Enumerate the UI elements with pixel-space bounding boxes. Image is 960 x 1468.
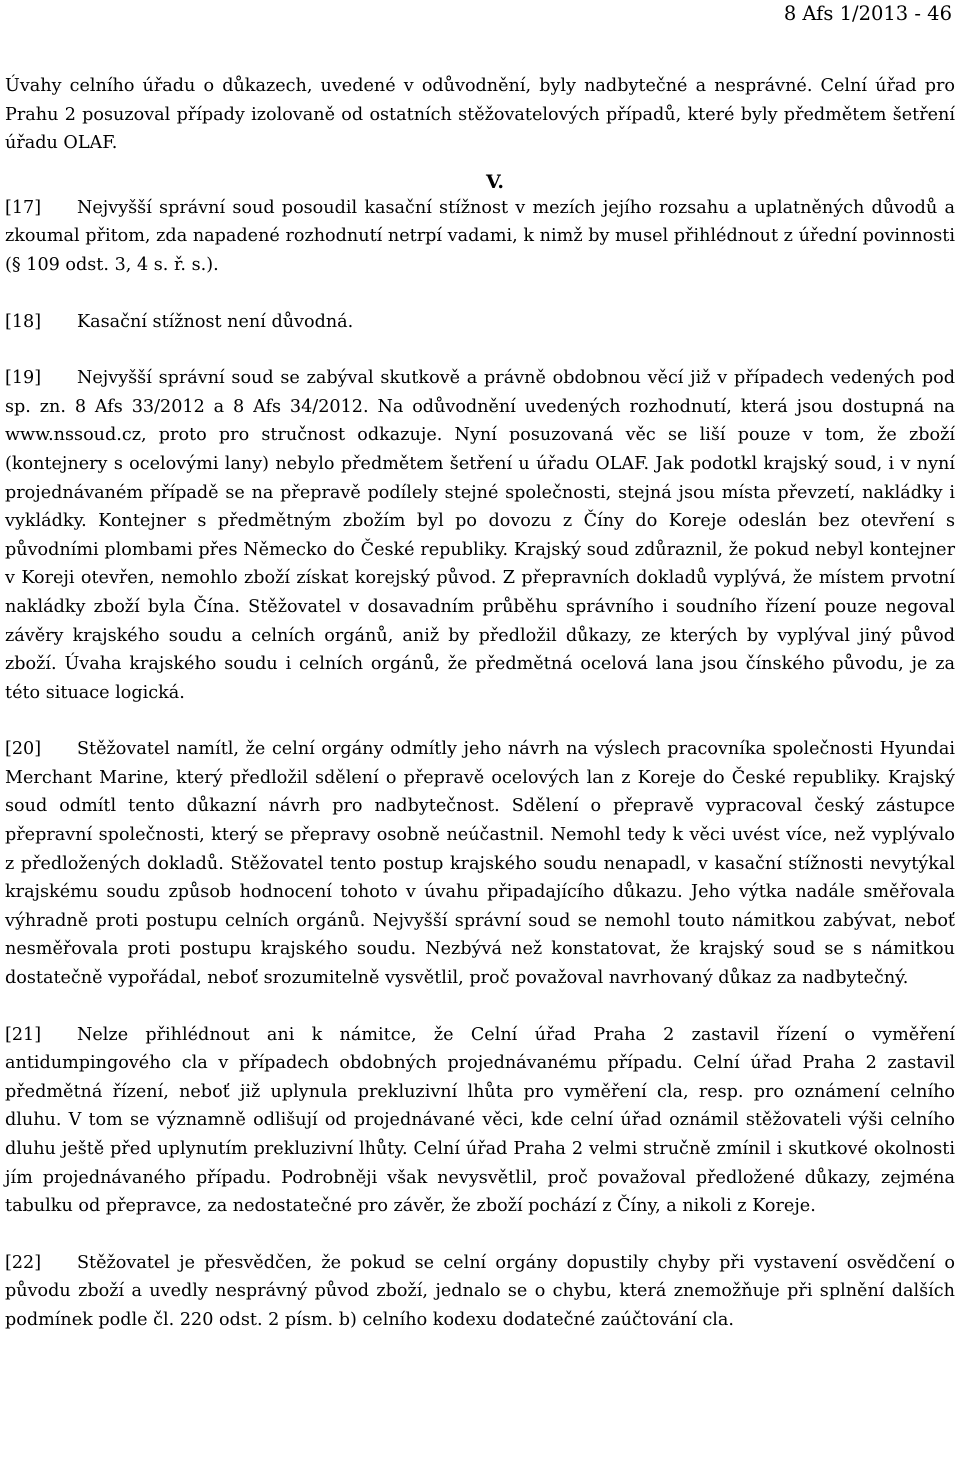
- paragraph-text: Kasační stížnost není důvodná.: [77, 311, 354, 332]
- paragraph-number: [18]: [5, 311, 42, 332]
- paragraph-text: Nejvyšší správní soud posoudil kasační stížnost v mezích jejího rozsahu a uplatněných důvodů a zkoumal přitom, zda napadené rozhodnutí netrpí vadami, k nimž by musel přihlédnout z úřední povinnosti (§ 109 odst. 3, 4 s. ř. s.).: [5, 197, 955, 275]
- paragraph-18: [5, 308, 955, 337]
- paragraph-text: Stěžovatel namítl, že celní orgány odmítly jeho návrh na výslech pracovníka společnosti Hyundai Merchant Marine, který předložil sdělení o přepravě ocelových lan z Koreje do České republiky. Krajský soud odmítl tento důkazní návrh pro nadbytečnost. Sdělení o přepravě vypracoval český zástupce přepravní společnosti, který se přepravy osobně neúčastnil. Nemohl tedy k věci uvést více, než vyplývalo z předložených dokladů. Stěžovatel tento postup krajského soudu nenapadl, v kasační stížnosti nevytýkal krajskému soudu způsob hodnocení tohoto v úvahu připadajícího důkazu. Jeho výtka nadále směřovala výhradně proti postupu celních orgánů. Nejvyšší správní soud se nemohl touto námitkou zabývat, neboť nesměřovala proti postupu krajského soudu. Nezbývá než konstatovat, že krajský soud se s námitkou dostatečně vypořádal, neboť srozumitelně vysvětlil, proč považoval navrhovaný důkaz za nadbytečný.: [5, 739, 955, 989]
- paragraph-17: [5, 194, 955, 280]
- paragraph-text: Nejvyšší správní soud se zabýval skutkově a právně obdobnou věcí již v případech vedených pod sp. zn. 8 Afs 33/2012 a 8 Afs 34/2012. Na odůvodnění uvedených rozhodnutí, která jsou dostupná na www.nssoud.cz, proto pro stručnost odkazuje. Nyní posuzovaná věc se liší pouze v tom, že zboží (kontejnery s ocelovými lany) nebylo předmětem šetření u úřadu OLAF. Jak podotkl krajský soud, i v nyní projednávaném případě se na přepravě podílely stejné společnosti, stejná jsou místa převzetí, nakládky i vykládky. Kontejner s předmětným zbožím byl po dovozu z Číny do Koreje odeslán bez otevření s původními plombami přes Německo do České republiky. Krajský soud zdůraznil, že pokud nebyl kontejner v Koreji otevřen, nemohlo zboží získat korejský původ. Z přepravních dokladů vyplývá, že místem prvotní nakládky zboží byla Čína. Stěžovatel v dosavadním průběhu správního i soudního řízení pouze negoval závěry krajského soudu a celních orgánů, aniž by předložil důkazy, ze kterých by vyplýval jiný původ zboží. Úvaha krajského soudu i celních orgánů, že předmětná ocelová lana jsou čínského původu, je za této situace logická.: [5, 368, 955, 703]
- paragraph-19: [5, 364, 955, 707]
- paragraph-21: [5, 1021, 955, 1221]
- paragraph-number: [21]: [5, 1024, 42, 1045]
- paragraph-text: Stěžovatel je přesvědčen, že pokud se celní orgány dopustily chyby při vystavení osvědčení o původu zboží a uvedly nesprávný původ zboží, jednalo se o chybu, která znemožňuje při splnění dalších podmínek podle čl. 220 odst. 2 písm. b) celního kodexu dodatečné zaúčtování cla.: [5, 1252, 955, 1330]
- paragraph-text: Nelze přihlédnout ani k námitce, že Celní úřad Praha 2 zastavil řízení o vyměření antidumpingového cla v případech obdobných projednávanému případu. Celní úřad Praha 2 zastavil předmětná řízení, neboť již uplynula prekluzivní lhůta pro vyměření cla, resp. pro oznámení celního dluhu. V tom se významně odlišují od projednávané věci, kde celní úřad oznámil stěžovateli výši celního dluhu ještě před uplynutím prekluzivní lhůty. Celní úřad Praha 2 velmi stručně zmínil i skutkové okolnosti jím projednávaného případu. Podrobněji však nevysvětlil, proč považoval předložené důkazy, zejména tabulku od přepravce, za nedostatečné pro závěr, že zboží pochází z Číny, a nikoli z Koreje.: [5, 1024, 955, 1217]
- document-body: [5, 72, 955, 1335]
- paragraph-number: [17]: [5, 197, 42, 218]
- case-number: 8 Afs 1/2013 - 46: [783, 2, 952, 25]
- paragraph-number: [19]: [5, 368, 42, 389]
- paragraph-20: [5, 735, 955, 992]
- section-heading: V.: [485, 170, 505, 193]
- paragraph-number: [22]: [5, 1252, 42, 1273]
- paragraph-22: [5, 1249, 955, 1335]
- paragraph-number: [20]: [5, 739, 42, 760]
- intro-paragraph: Úvahy celního úřadu o důkazech, uvedené v odůvodnění, byly nadbytečné a nesprávné. Celní úřad pro Prahu 2 posuzoval případy izolovaně od ostatních stěžovatelových případů, které byly předmětem šetření úřadu OLAF.: [5, 76, 955, 154]
